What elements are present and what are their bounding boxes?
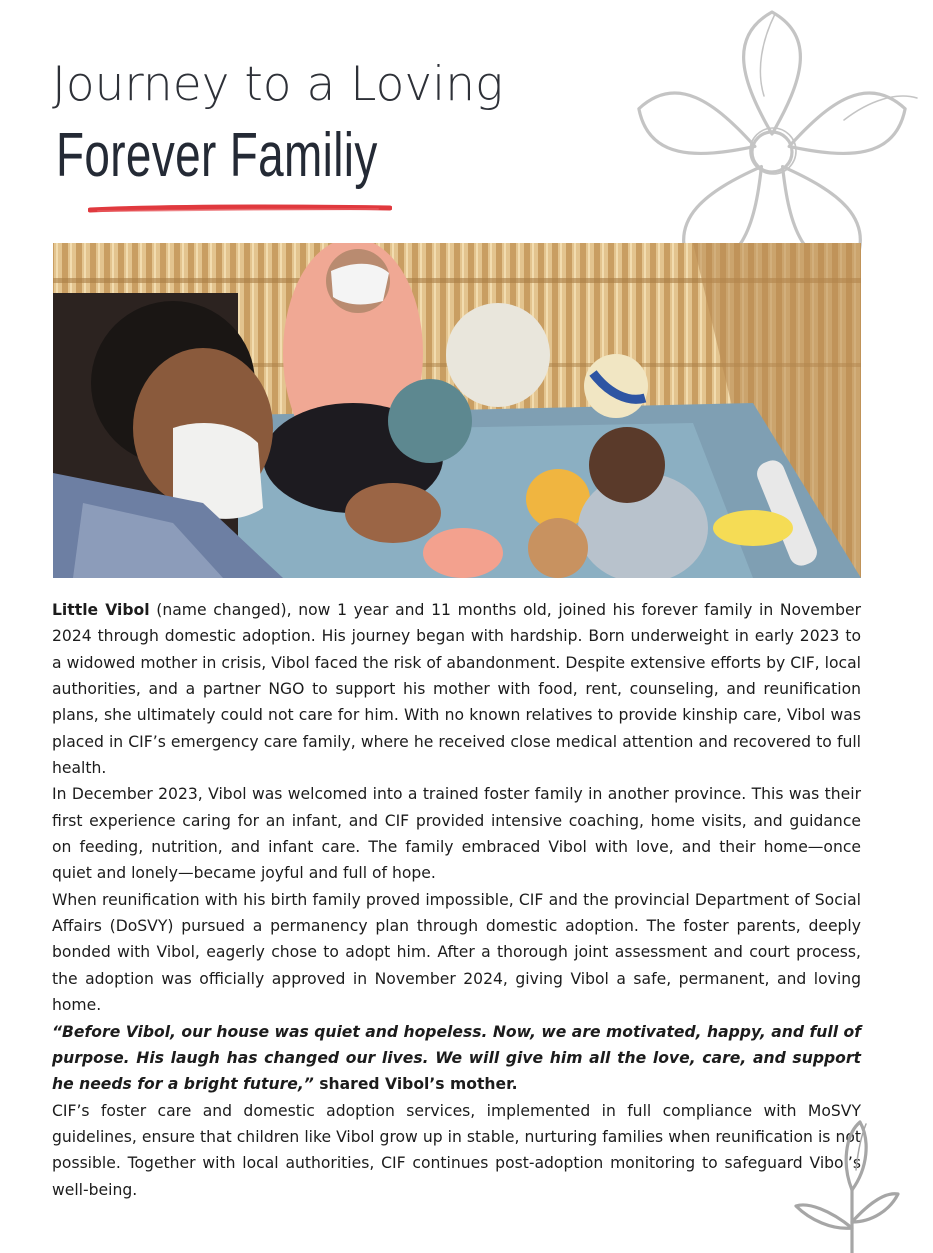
page-title-line2: Forever Familiy xyxy=(56,121,378,190)
story-paragraph-quote xyxy=(52,1019,861,1098)
quote-attribution: shared Vibol’s mother. xyxy=(313,1075,518,1094)
flower-sprig-icon xyxy=(790,1110,933,1253)
child-name: Little Vibol xyxy=(52,601,150,619)
flower-outline-icon xyxy=(612,0,933,250)
page-title-line1: Journey to a Loving xyxy=(52,57,504,112)
intro-text: (name changed), now 1 year and 11 months old, joined his forever family in November 2024 through domestic adoption. His journey began with hardship. Born underweight in early 2023 to a widowed mother in crisis, Vibol faced the risk of abandonment. Despite extensive efforts by CIF, local authorities, and a partner NGO to support his mother with food, rent, counseling, and reunification plans, she ultimately could not care for him. With no known relatives to provide kinship care, Vibol was placed in CIF’s emergency care family, where he received close medical attention and recovered to full health. xyxy=(52,601,861,778)
story-photo xyxy=(53,243,861,578)
story-body xyxy=(52,597,861,1203)
story-paragraph-intro xyxy=(52,597,861,781)
mother-quote: “Before Vibol, our house was quiet and hopeless. Now, we are motivated, happy, and full of purpose. His laugh has changed our lives. We will give him all the love, care, and support he needs for a bright future,” xyxy=(52,1022,861,1094)
story-paragraph-adoption: When reunification with his birth family proved impossible, CIF and the provincial Department of Social Affairs (DoSVY) pursued a permanency plan through domestic adoption. The foster parents, deeply bonded with Vibol, eagerly chose to adopt him. After a thorough joint assessment and court process, the adoption was officially approved in November 2024, giving Vibol a safe, permanent, and loving home. xyxy=(52,890,861,1015)
story-paragraph-closing: CIF’s foster care and domestic adoption services, implemented in full compliance with MoSVY guidelines, ensure that children like Vibol grow up in stable, nurturing families when reunification is not possible. Together with local authorities, CIF continues post-adoption monitoring to safeguard Vibol’s well-being. xyxy=(52,1101,861,1199)
story-paragraph-foster: In December 2023, Vibol was welcomed into a trained foster family in another province. This was their first experience caring for an infant, and CIF provided intensive coaching, home visits, and guidance on feeding, nutrition, and infant care. The family embraced Vibol with love, and their home—once quiet and lonely—became joyful and full of hope. xyxy=(52,785,861,883)
red-brush-underline xyxy=(88,203,392,215)
